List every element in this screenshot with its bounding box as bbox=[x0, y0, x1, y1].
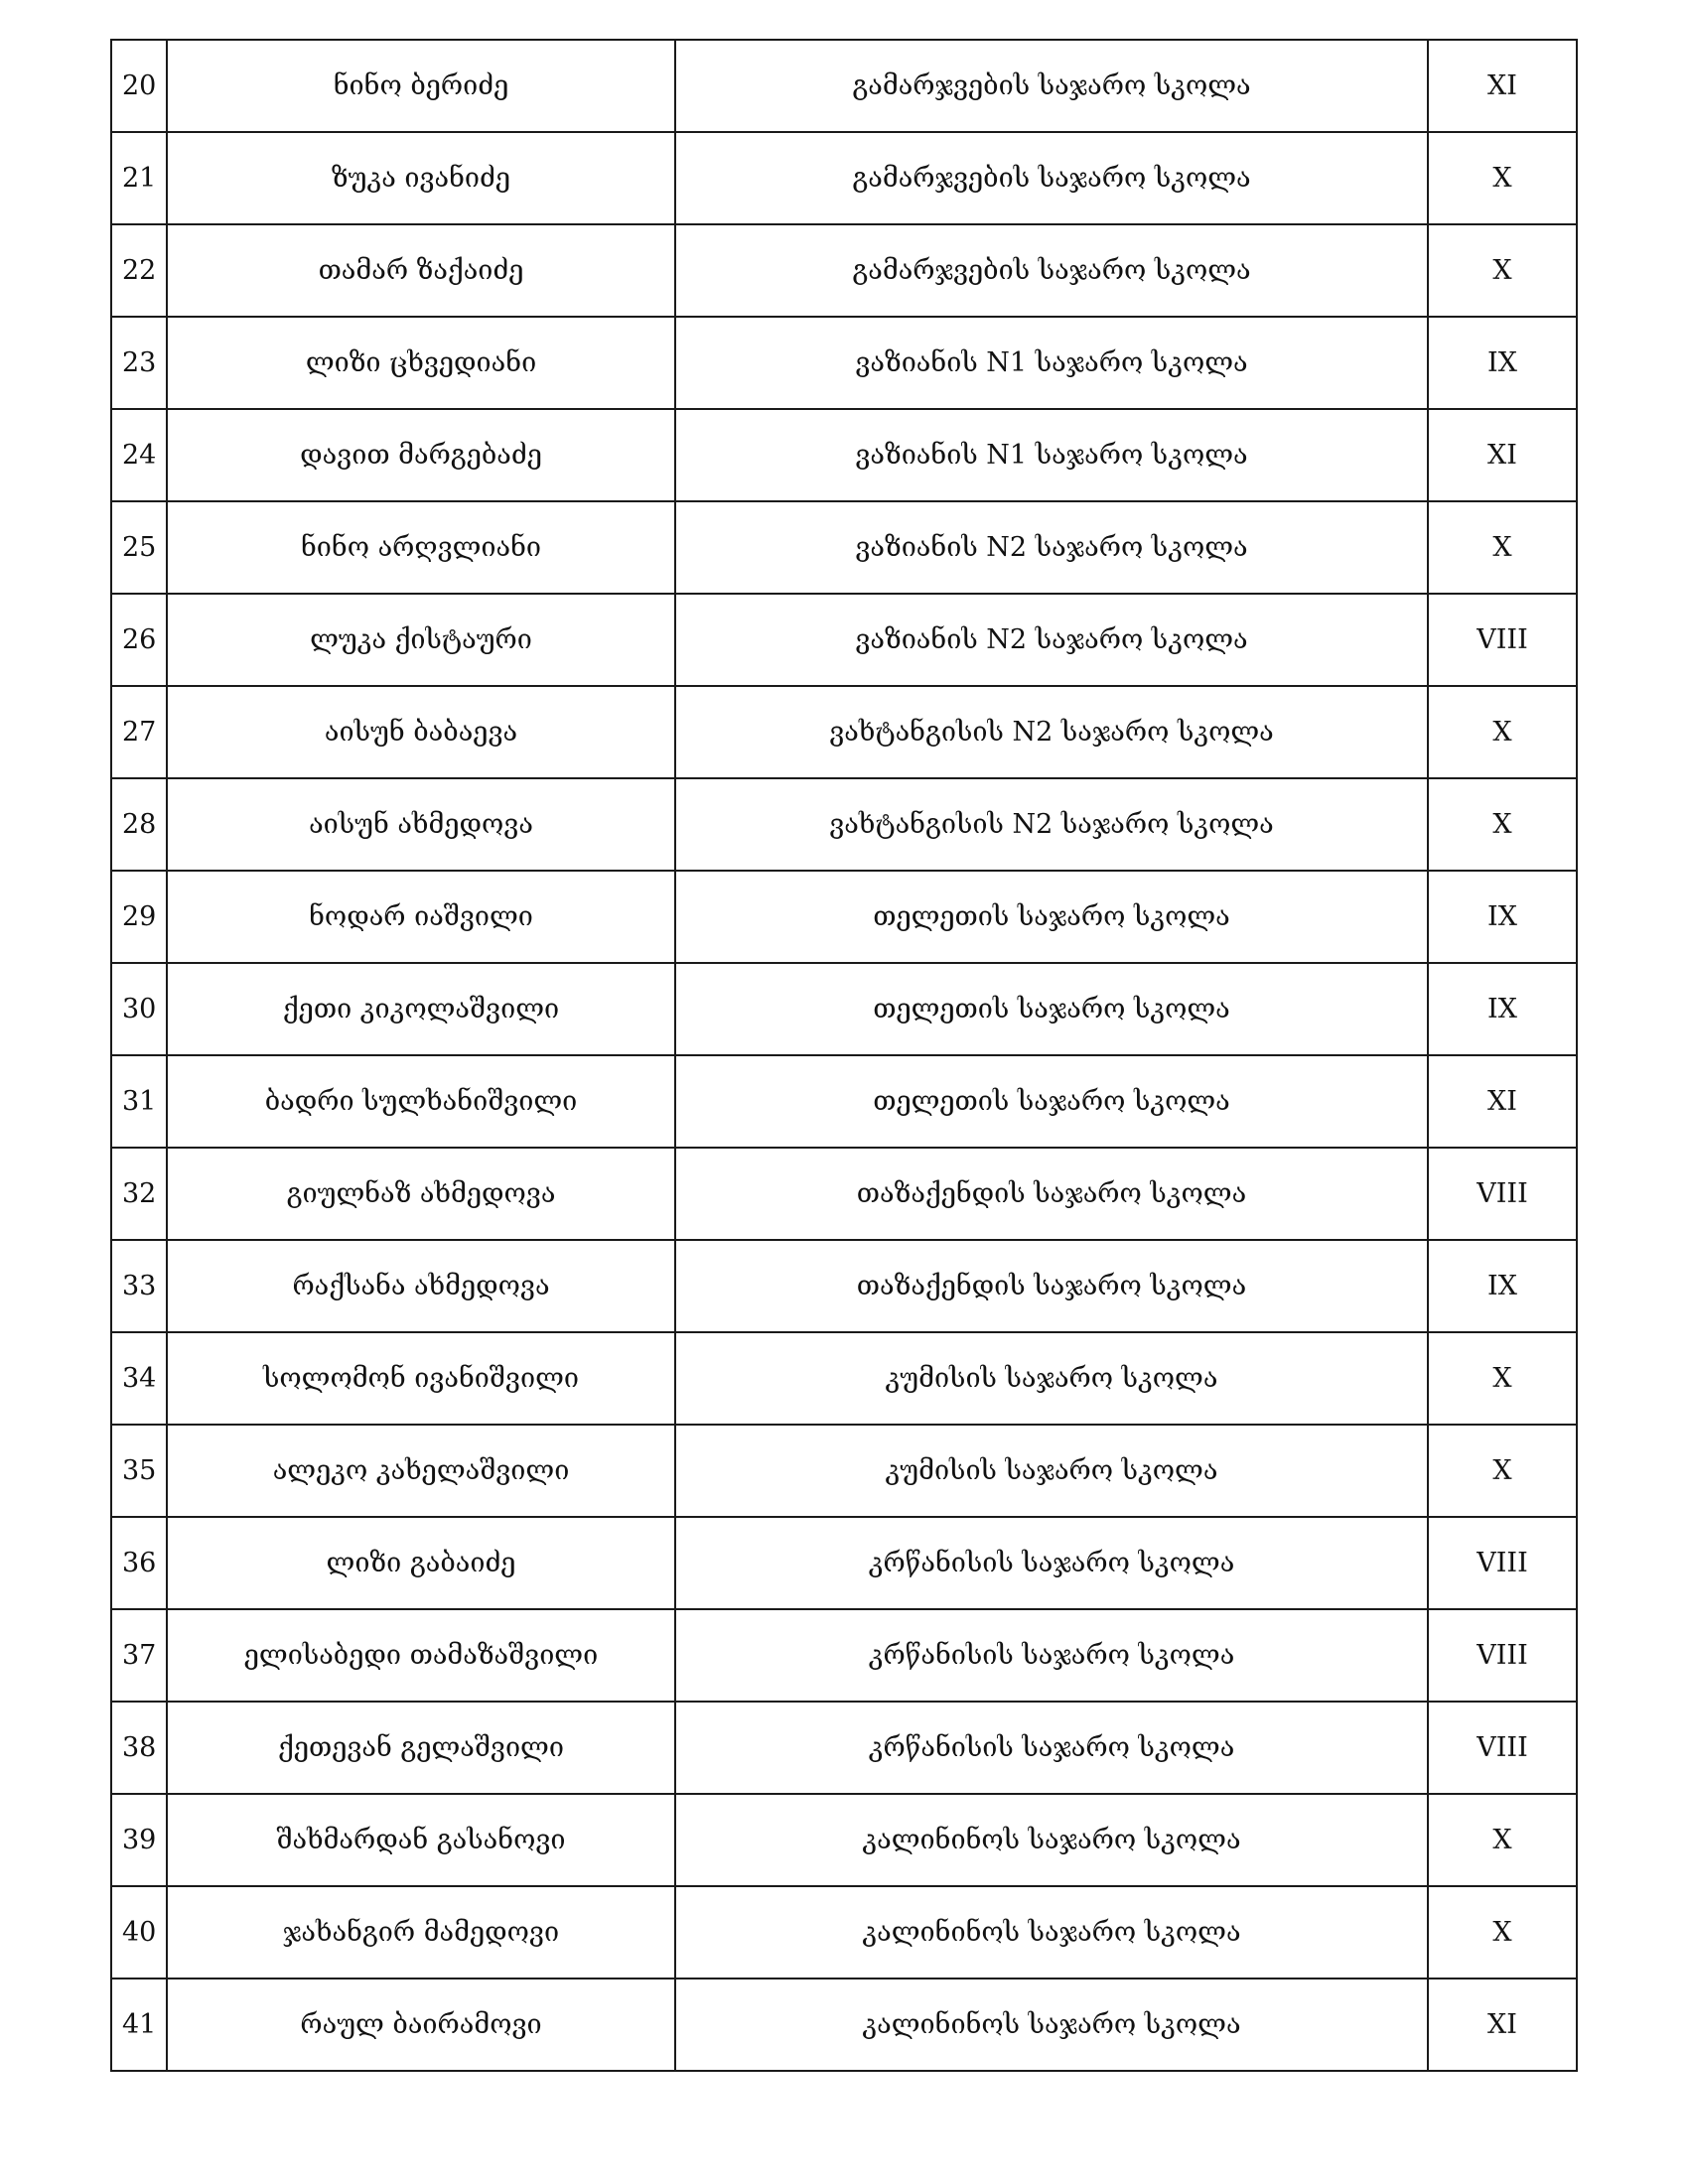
student-name-cell: ქეთი კიკოლაშვილი bbox=[167, 963, 675, 1055]
grade-cell: X bbox=[1428, 1425, 1577, 1517]
student-name-cell: თამარ ზაქაიძე bbox=[167, 224, 675, 317]
school-name-cell: კრწანისის საჯარო სკოლა bbox=[675, 1517, 1428, 1609]
school-name-cell: ვახტანგისის N2 საჯარო სკოლა bbox=[675, 686, 1428, 778]
school-name-cell: ვაზიანის N2 საჯარო სკოლა bbox=[675, 594, 1428, 686]
row-number-cell: 23 bbox=[111, 317, 167, 409]
participants-table bbox=[110, 39, 1578, 2072]
row-number-cell: 28 bbox=[111, 778, 167, 871]
school-name-cell: კუმისის საჯარო სკოლა bbox=[675, 1332, 1428, 1425]
school-name-cell: ვაზიანის N1 საჯარო სკოლა bbox=[675, 317, 1428, 409]
grade-cell: IX bbox=[1428, 317, 1577, 409]
grade-cell: VIII bbox=[1428, 1148, 1577, 1240]
table-row bbox=[111, 409, 1577, 501]
student-name-cell: რაულ ბაირამოვი bbox=[167, 1979, 675, 2071]
row-number-cell: 35 bbox=[111, 1425, 167, 1517]
school-name-cell: თაზაქენდის საჯარო სკოლა bbox=[675, 1240, 1428, 1332]
student-name-cell: სოლომონ ივანიშვილი bbox=[167, 1332, 675, 1425]
grade-cell: X bbox=[1428, 778, 1577, 871]
row-number-cell: 31 bbox=[111, 1055, 167, 1148]
table-row bbox=[111, 1517, 1577, 1609]
school-name-cell: ვაზიანის N1 საჯარო სკოლა bbox=[675, 409, 1428, 501]
row-number-cell: 20 bbox=[111, 40, 167, 132]
table-row bbox=[111, 1332, 1577, 1425]
table-row bbox=[111, 1609, 1577, 1702]
table-row bbox=[111, 963, 1577, 1055]
row-number-cell: 37 bbox=[111, 1609, 167, 1702]
row-number-cell: 41 bbox=[111, 1979, 167, 2071]
student-name-cell: ლუკა ქისტაური bbox=[167, 594, 675, 686]
table-row bbox=[111, 1240, 1577, 1332]
grade-cell: IX bbox=[1428, 871, 1577, 963]
participants-table-body bbox=[111, 40, 1577, 2071]
row-number-cell: 29 bbox=[111, 871, 167, 963]
grade-cell: IX bbox=[1428, 963, 1577, 1055]
school-name-cell: თაზაქენდის საჯარო სკოლა bbox=[675, 1148, 1428, 1240]
student-name-cell: ქეთევან გელაშვილი bbox=[167, 1702, 675, 1794]
grade-cell: XI bbox=[1428, 1055, 1577, 1148]
table-row bbox=[111, 1886, 1577, 1979]
student-name-cell: გიულნაზ ახმედოვა bbox=[167, 1148, 675, 1240]
school-name-cell: თელეთის საჯარო სკოლა bbox=[675, 1055, 1428, 1148]
student-name-cell: ზუკა ივანიძე bbox=[167, 132, 675, 224]
table-row bbox=[111, 317, 1577, 409]
row-number-cell: 40 bbox=[111, 1886, 167, 1979]
grade-cell: XI bbox=[1428, 1979, 1577, 2071]
school-name-cell: გამარჯვების საჯარო სკოლა bbox=[675, 132, 1428, 224]
grade-cell: VIII bbox=[1428, 1517, 1577, 1609]
table-row bbox=[111, 686, 1577, 778]
row-number-cell: 27 bbox=[111, 686, 167, 778]
student-name-cell: აისუნ ახმედოვა bbox=[167, 778, 675, 871]
table-row bbox=[111, 224, 1577, 317]
student-name-cell: რაქსანა ახმედოვა bbox=[167, 1240, 675, 1332]
student-name-cell: აისუნ ბაბაევა bbox=[167, 686, 675, 778]
grade-cell: VIII bbox=[1428, 1702, 1577, 1794]
row-number-cell: 32 bbox=[111, 1148, 167, 1240]
row-number-cell: 30 bbox=[111, 963, 167, 1055]
student-name-cell: ნინო არღვლიანი bbox=[167, 501, 675, 594]
table-row bbox=[111, 501, 1577, 594]
school-name-cell: კრწანისის საჯარო სკოლა bbox=[675, 1609, 1428, 1702]
table-row bbox=[111, 1702, 1577, 1794]
table-row bbox=[111, 40, 1577, 132]
grade-cell: X bbox=[1428, 132, 1577, 224]
row-number-cell: 39 bbox=[111, 1794, 167, 1886]
school-name-cell: გამარჯვების საჯარო სკოლა bbox=[675, 224, 1428, 317]
table-row bbox=[111, 778, 1577, 871]
row-number-cell: 26 bbox=[111, 594, 167, 686]
table-row bbox=[111, 1794, 1577, 1886]
grade-cell: X bbox=[1428, 1794, 1577, 1886]
table-row bbox=[111, 594, 1577, 686]
table-row bbox=[111, 1425, 1577, 1517]
student-name-cell: ნინო ბერიძე bbox=[167, 40, 675, 132]
grade-cell: XI bbox=[1428, 409, 1577, 501]
school-name-cell: თელეთის საჯარო სკოლა bbox=[675, 963, 1428, 1055]
school-name-cell: თელეთის საჯარო სკოლა bbox=[675, 871, 1428, 963]
student-name-cell: ლიზი გაბაიძე bbox=[167, 1517, 675, 1609]
grade-cell: X bbox=[1428, 224, 1577, 317]
table-row bbox=[111, 132, 1577, 224]
student-name-cell: ალეკო კახელაშვილი bbox=[167, 1425, 675, 1517]
row-number-cell: 22 bbox=[111, 224, 167, 317]
student-name-cell: ბადრი სულხანიშვილი bbox=[167, 1055, 675, 1148]
school-name-cell: კუმისის საჯარო სკოლა bbox=[675, 1425, 1428, 1517]
grade-cell: X bbox=[1428, 501, 1577, 594]
row-number-cell: 24 bbox=[111, 409, 167, 501]
school-name-cell: კალინინოს საჯარო სკოლა bbox=[675, 1979, 1428, 2071]
grade-cell: IX bbox=[1428, 1240, 1577, 1332]
table-row bbox=[111, 871, 1577, 963]
grade-cell: X bbox=[1428, 686, 1577, 778]
student-name-cell: ჯახანგირ მამედოვი bbox=[167, 1886, 675, 1979]
table-row bbox=[111, 1055, 1577, 1148]
student-name-cell: შახმარდან გასანოვი bbox=[167, 1794, 675, 1886]
grade-cell: VIII bbox=[1428, 594, 1577, 686]
grade-cell: VIII bbox=[1428, 1609, 1577, 1702]
student-name-cell: ნოდარ იაშვილი bbox=[167, 871, 675, 963]
row-number-cell: 33 bbox=[111, 1240, 167, 1332]
grade-cell: X bbox=[1428, 1886, 1577, 1979]
row-number-cell: 21 bbox=[111, 132, 167, 224]
school-name-cell: ვახტანგისის N2 საჯარო სკოლა bbox=[675, 778, 1428, 871]
school-name-cell: კალინინოს საჯარო სკოლა bbox=[675, 1794, 1428, 1886]
row-number-cell: 38 bbox=[111, 1702, 167, 1794]
student-name-cell: ელისაბედი თამაზაშვილი bbox=[167, 1609, 675, 1702]
grade-cell: XI bbox=[1428, 40, 1577, 132]
table-row bbox=[111, 1148, 1577, 1240]
school-name-cell: ვაზიანის N2 საჯარო სკოლა bbox=[675, 501, 1428, 594]
table-row bbox=[111, 1979, 1577, 2071]
row-number-cell: 25 bbox=[111, 501, 167, 594]
school-name-cell: კალინინოს საჯარო სკოლა bbox=[675, 1886, 1428, 1979]
school-name-cell: კრწანისის საჯარო სკოლა bbox=[675, 1702, 1428, 1794]
grade-cell: X bbox=[1428, 1332, 1577, 1425]
row-number-cell: 36 bbox=[111, 1517, 167, 1609]
student-name-cell: დავით მარგებაძე bbox=[167, 409, 675, 501]
school-name-cell: გამარჯვების საჯარო სკოლა bbox=[675, 40, 1428, 132]
row-number-cell: 34 bbox=[111, 1332, 167, 1425]
student-name-cell: ლიზი ცხვედიანი bbox=[167, 317, 675, 409]
